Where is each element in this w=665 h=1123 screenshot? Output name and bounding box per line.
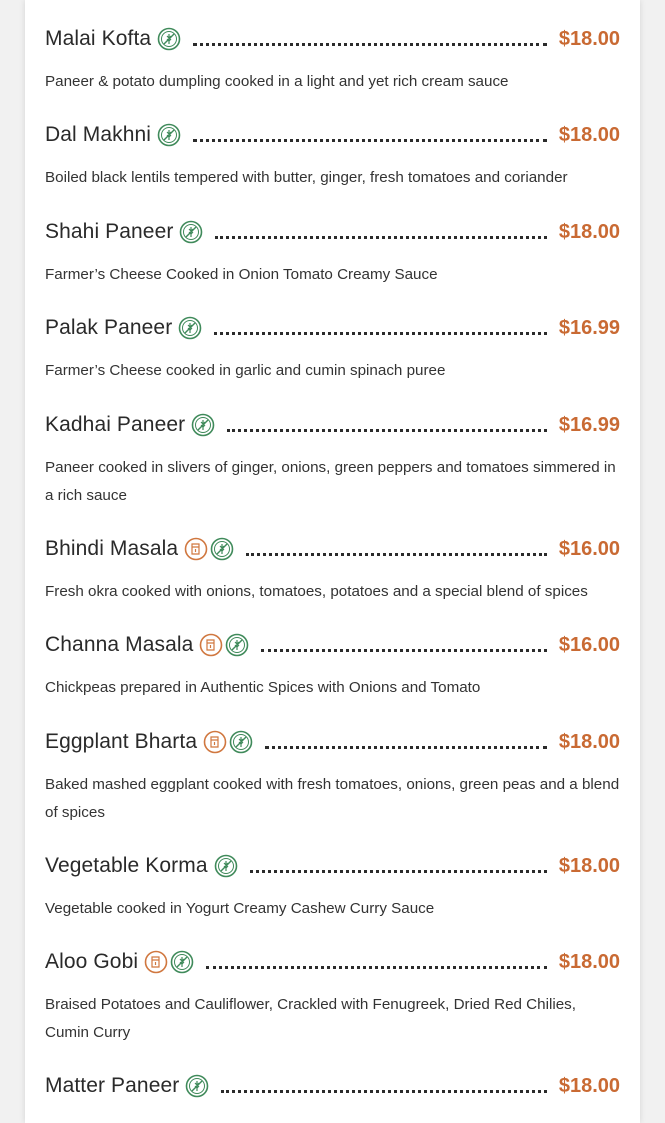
menu-card xyxy=(25,0,640,1123)
item-price: $18.00 xyxy=(558,220,620,243)
menu-item xyxy=(45,947,620,1047)
item-name: Aloo Gobi xyxy=(45,950,139,973)
gluten-free-icon xyxy=(170,950,194,974)
menu-item xyxy=(45,851,620,923)
item-name: Channa Masala xyxy=(45,633,194,656)
gluten-free-icon xyxy=(191,413,215,437)
dot-leader xyxy=(250,870,547,873)
vegan-icon xyxy=(199,633,223,657)
item-name: Kadhai Paneer xyxy=(45,413,186,436)
vegan-icon xyxy=(203,730,227,754)
menu-item xyxy=(45,410,620,510)
item-price: $18.00 xyxy=(558,1074,620,1097)
gluten-free-icon xyxy=(178,316,202,340)
dot-leader xyxy=(227,429,547,432)
dot-leader xyxy=(246,553,547,556)
menu-item xyxy=(45,313,620,385)
item-description: Fresh okra cooked with onions, tomatoes, potatoes and a special blend of spices xyxy=(45,583,588,600)
menu-item xyxy=(45,24,620,96)
item-price: $16.99 xyxy=(558,316,620,339)
dot-leader xyxy=(193,139,547,142)
menu-item xyxy=(45,630,620,702)
item-description: Chickpeas prepared in Authentic Spices with Onions and Tomato xyxy=(45,679,481,696)
item-price: $18.00 xyxy=(558,950,620,973)
item-description: Baked mashed eggplant cooked with fresh tomatoes, onions, green peas and a blend of spices xyxy=(45,776,620,821)
vegan-icon xyxy=(184,537,208,561)
gluten-free-icon xyxy=(214,854,238,878)
menu-item xyxy=(45,727,620,827)
item-description: Paneer & potato dumpling cooked in a light and yet rich cream sauce xyxy=(45,73,509,90)
gluten-free-icon xyxy=(157,123,181,147)
menu-item xyxy=(45,1071,620,1101)
item-price: $18.00 xyxy=(558,730,620,753)
item-description: Farmer’s Cheese cooked in garlic and cumin spinach puree xyxy=(45,362,446,379)
item-description: Paneer cooked in slivers of ginger, onions, green peppers and tomatoes simmered in a rich sauce xyxy=(45,459,616,504)
gluten-free-icon xyxy=(179,220,203,244)
gluten-free-icon xyxy=(185,1074,209,1098)
item-price: $18.00 xyxy=(558,123,620,146)
item-price: $16.00 xyxy=(558,633,620,656)
item-description: Vegetable cooked in Yogurt Creamy Cashew Curry Sauce xyxy=(45,900,435,917)
item-name: Dal Makhni xyxy=(45,123,152,146)
item-name: Shahi Paneer xyxy=(45,220,174,243)
vegan-icon xyxy=(144,950,168,974)
menu-item xyxy=(45,217,620,289)
item-price: $16.00 xyxy=(558,537,620,560)
item-name: Vegetable Korma xyxy=(45,854,208,877)
item-name: Matter Paneer xyxy=(45,1074,180,1097)
dot-leader xyxy=(261,649,546,652)
item-description: Braised Potatoes and Cauliflower, Crackled with Fenugreek, Dried Red Chilies, Cumin Curry xyxy=(45,996,576,1041)
gluten-free-icon xyxy=(157,27,181,51)
gluten-free-icon xyxy=(225,633,249,657)
item-name: Eggplant Bharta xyxy=(45,730,198,753)
item-description: Boiled black lentils tempered with butter, ginger, fresh tomatoes and coriander xyxy=(45,169,568,186)
item-price: $16.99 xyxy=(558,413,620,436)
item-name: Palak Paneer xyxy=(45,316,173,339)
menu-item xyxy=(45,534,620,606)
item-name: Bhindi Masala xyxy=(45,537,179,560)
gluten-free-icon xyxy=(210,537,234,561)
item-price: $18.00 xyxy=(558,854,620,877)
item-price: $18.00 xyxy=(558,27,620,50)
dot-leader xyxy=(221,1090,546,1093)
dot-leader xyxy=(214,332,547,335)
dot-leader xyxy=(206,966,547,969)
menu-item xyxy=(45,120,620,192)
item-name: Malai Kofta xyxy=(45,27,152,50)
dot-leader xyxy=(193,43,547,46)
dot-leader xyxy=(265,746,547,749)
gluten-free-icon xyxy=(229,730,253,754)
dot-leader xyxy=(215,236,546,239)
item-description: Farmer’s Cheese Cooked in Onion Tomato Creamy Sauce xyxy=(45,266,438,283)
